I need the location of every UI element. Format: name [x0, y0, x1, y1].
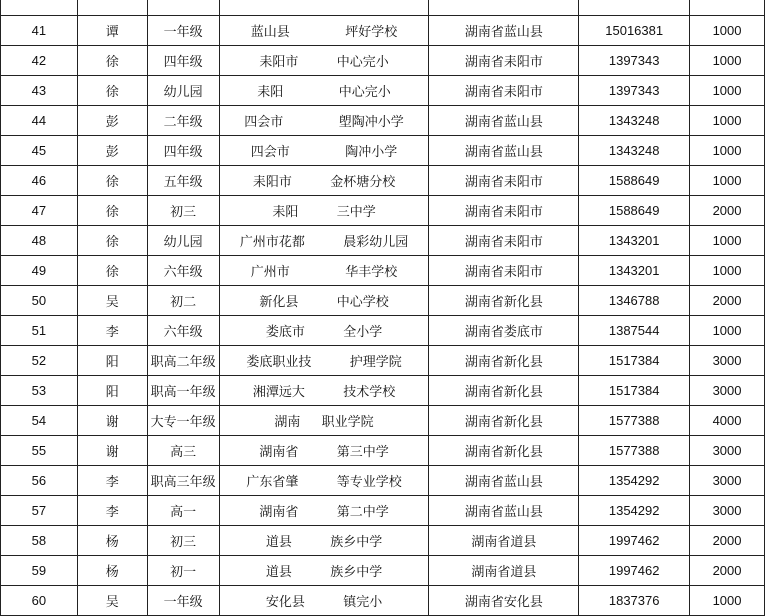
table-cell: [429, 0, 579, 16]
table-row: [1, 376, 765, 406]
hometown-cell: 湖南省蓝山县: [429, 136, 579, 166]
name-cell: 李: [77, 496, 147, 526]
table-cell: [579, 0, 690, 16]
grade-cell: 大专一年级: [147, 406, 219, 436]
row-number-cell: 53: [1, 376, 78, 406]
grade-cell: 职高一年级: [147, 376, 219, 406]
grade-cell: 六年级: [147, 256, 219, 286]
school-cell: 四会市 塱陶冲小学: [219, 106, 429, 136]
phone-cell: 1837376: [579, 586, 690, 616]
hometown-cell: 湖南省蓝山县: [429, 16, 579, 46]
school-cell: 道县 族乡中学: [219, 556, 429, 586]
name-cell: 阳: [77, 346, 147, 376]
amount-cell: 3000: [690, 496, 765, 526]
amount-cell: 3000: [690, 376, 765, 406]
hometown-cell: 湖南省蓝山县: [429, 466, 579, 496]
grade-cell: 初三: [147, 526, 219, 556]
table-row: [1, 406, 765, 436]
phone-cell: 1343248: [579, 106, 690, 136]
amount-cell: 2000: [690, 286, 765, 316]
row-number-cell: 41: [1, 16, 78, 46]
table-row: [1, 586, 765, 616]
phone-cell: 1577388: [579, 436, 690, 466]
amount-cell: 3000: [690, 436, 765, 466]
phone-cell: 1354292: [579, 466, 690, 496]
grade-cell: 二年级: [147, 106, 219, 136]
hometown-cell: 湖南省娄底市: [429, 316, 579, 346]
phone-cell: 1397343: [579, 46, 690, 76]
phone-cell: 1346788: [579, 286, 690, 316]
amount-cell: 1000: [690, 166, 765, 196]
row-number-cell: 54: [1, 406, 78, 436]
school-cell: 蓝山县 坪好学校: [219, 16, 429, 46]
phone-cell: 1588649: [579, 166, 690, 196]
table-row: [1, 76, 765, 106]
hometown-cell: 湖南省新化县: [429, 286, 579, 316]
row-number-cell: 56: [1, 466, 78, 496]
amount-cell: 4000: [690, 406, 765, 436]
table-row: [1, 496, 765, 526]
school-cell: 娄底市 全小学: [219, 316, 429, 346]
name-cell: 李: [77, 316, 147, 346]
table-row: [1, 526, 765, 556]
table-cell: [1, 0, 78, 16]
phone-cell: 1517384: [579, 346, 690, 376]
table-cell: [147, 0, 219, 16]
school-cell: 耒阳市 金杯塘分校: [219, 166, 429, 196]
row-number-cell: 42: [1, 46, 78, 76]
amount-cell: 2000: [690, 526, 765, 556]
grade-cell: 初一: [147, 556, 219, 586]
grade-cell: 初二: [147, 286, 219, 316]
phone-cell: 1588649: [579, 196, 690, 226]
row-number-cell: 45: [1, 136, 78, 166]
table-row: [1, 286, 765, 316]
hometown-cell: 湖南省耒阳市: [429, 166, 579, 196]
school-cell: 湖南省 第三中学: [219, 436, 429, 466]
table-row: [1, 106, 765, 136]
school-cell: 道县 族乡中学: [219, 526, 429, 556]
name-cell: 李: [77, 466, 147, 496]
name-cell: 杨: [77, 526, 147, 556]
table-row: [1, 256, 765, 286]
grade-cell: 六年级: [147, 316, 219, 346]
hometown-cell: 湖南省蓝山县: [429, 106, 579, 136]
table-row: [1, 556, 765, 586]
name-cell: 阳: [77, 376, 147, 406]
phone-cell: 1397343: [579, 76, 690, 106]
school-cell: 广东省肇 等专业学校: [219, 466, 429, 496]
school-cell: 安化县 镇完小: [219, 586, 429, 616]
grade-cell: 幼儿园: [147, 76, 219, 106]
phone-cell: 1517384: [579, 376, 690, 406]
hometown-cell: 湖南省道县: [429, 526, 579, 556]
name-cell: 徐: [77, 226, 147, 256]
table-row: [1, 436, 765, 466]
amount-cell: 1000: [690, 46, 765, 76]
phone-cell: 1997462: [579, 556, 690, 586]
name-cell: 谢: [77, 436, 147, 466]
amount-cell: 3000: [690, 346, 765, 376]
name-cell: 徐: [77, 76, 147, 106]
grade-cell: 职高三年级: [147, 466, 219, 496]
amount-cell: 1000: [690, 316, 765, 346]
amount-cell: 1000: [690, 106, 765, 136]
amount-cell: 2000: [690, 556, 765, 586]
row-number-cell: 50: [1, 286, 78, 316]
row-number-cell: 46: [1, 166, 78, 196]
hometown-cell: 湖南省新化县: [429, 436, 579, 466]
amount-cell: 3000: [690, 466, 765, 496]
grade-cell: 初三: [147, 196, 219, 226]
school-cell: 新化县 中心学校: [219, 286, 429, 316]
hometown-cell: 湖南省新化县: [429, 376, 579, 406]
name-cell: 谢: [77, 406, 147, 436]
grade-cell: 四年级: [147, 136, 219, 166]
row-number-cell: 52: [1, 346, 78, 376]
row-number-cell: 44: [1, 106, 78, 136]
grade-cell: 高一: [147, 496, 219, 526]
phone-cell: 1354292: [579, 496, 690, 526]
grade-cell: 幼儿园: [147, 226, 219, 256]
name-cell: 彭: [77, 106, 147, 136]
amount-cell: 1000: [690, 16, 765, 46]
grade-cell: 一年级: [147, 586, 219, 616]
amount-cell: 1000: [690, 586, 765, 616]
phone-cell: 1343201: [579, 256, 690, 286]
school-cell: 广州市花都 晨彩幼儿园: [219, 226, 429, 256]
amount-cell: 1000: [690, 226, 765, 256]
hometown-cell: 湖南省耒阳市: [429, 226, 579, 256]
table-row: [1, 316, 765, 346]
table-row: [1, 196, 765, 226]
school-cell: 耒阳 三中学: [219, 196, 429, 226]
school-cell: 湘潭远大 技术学校: [219, 376, 429, 406]
table-row: [1, 16, 765, 46]
school-cell: 耒阳市 中心完小: [219, 46, 429, 76]
row-number-cell: 49: [1, 256, 78, 286]
row-number-cell: 51: [1, 316, 78, 346]
table-body: [1, 0, 765, 616]
amount-cell: 2000: [690, 196, 765, 226]
grade-cell: 一年级: [147, 16, 219, 46]
hometown-cell: 湖南省耒阳市: [429, 46, 579, 76]
table-row: [1, 166, 765, 196]
phone-cell: 1343248: [579, 136, 690, 166]
grade-cell: 四年级: [147, 46, 219, 76]
name-cell: 吴: [77, 586, 147, 616]
hometown-cell: 湖南省新化县: [429, 406, 579, 436]
name-cell: 徐: [77, 46, 147, 76]
row-number-cell: 59: [1, 556, 78, 586]
name-cell: 徐: [77, 256, 147, 286]
name-cell: 谭: [77, 16, 147, 46]
table-row: [1, 136, 765, 166]
school-cell: 湖南省 第二中学: [219, 496, 429, 526]
table-row: [1, 46, 765, 76]
table-cell: [77, 0, 147, 16]
row-number-cell: 60: [1, 586, 78, 616]
school-cell: 四会市 陶冲小学: [219, 136, 429, 166]
row-number-cell: 57: [1, 496, 78, 526]
phone-cell: 1387544: [579, 316, 690, 346]
school-cell: 娄底职业技 护理学院: [219, 346, 429, 376]
school-cell: 耒阳 中心完小: [219, 76, 429, 106]
row-number-cell: 48: [1, 226, 78, 256]
row-number-cell: 58: [1, 526, 78, 556]
grade-cell: 五年级: [147, 166, 219, 196]
hometown-cell: 湖南省新化县: [429, 346, 579, 376]
hometown-cell: 湖南省耒阳市: [429, 256, 579, 286]
table-cell: [219, 0, 429, 16]
phone-cell: 1577388: [579, 406, 690, 436]
hometown-cell: 湖南省安化县: [429, 586, 579, 616]
name-cell: 彭: [77, 136, 147, 166]
name-cell: 杨: [77, 556, 147, 586]
grade-cell: 高三: [147, 436, 219, 466]
phone-cell: 1343201: [579, 226, 690, 256]
hometown-cell: 湖南省道县: [429, 556, 579, 586]
hometown-cell: 湖南省耒阳市: [429, 76, 579, 106]
name-cell: 徐: [77, 196, 147, 226]
table-cell: [690, 0, 765, 16]
table-row: [1, 346, 765, 376]
school-cell: 广州市 华丰学校: [219, 256, 429, 286]
amount-cell: 1000: [690, 76, 765, 106]
hometown-cell: 湖南省蓝山县: [429, 496, 579, 526]
grade-cell: 职高二年级: [147, 346, 219, 376]
table-row: [1, 226, 765, 256]
row-number-cell: 55: [1, 436, 78, 466]
row-number-cell: 43: [1, 76, 78, 106]
school-cell: 湖南 职业学院: [219, 406, 429, 436]
name-cell: 吴: [77, 286, 147, 316]
table-row-top-edge: [1, 0, 765, 16]
amount-cell: 1000: [690, 256, 765, 286]
hometown-cell: 湖南省耒阳市: [429, 196, 579, 226]
table-row: [1, 466, 765, 496]
row-number-cell: 47: [1, 196, 78, 226]
phone-cell: 1997462: [579, 526, 690, 556]
name-cell: 徐: [77, 166, 147, 196]
phone-cell: 15016381: [579, 16, 690, 46]
amount-cell: 1000: [690, 136, 765, 166]
